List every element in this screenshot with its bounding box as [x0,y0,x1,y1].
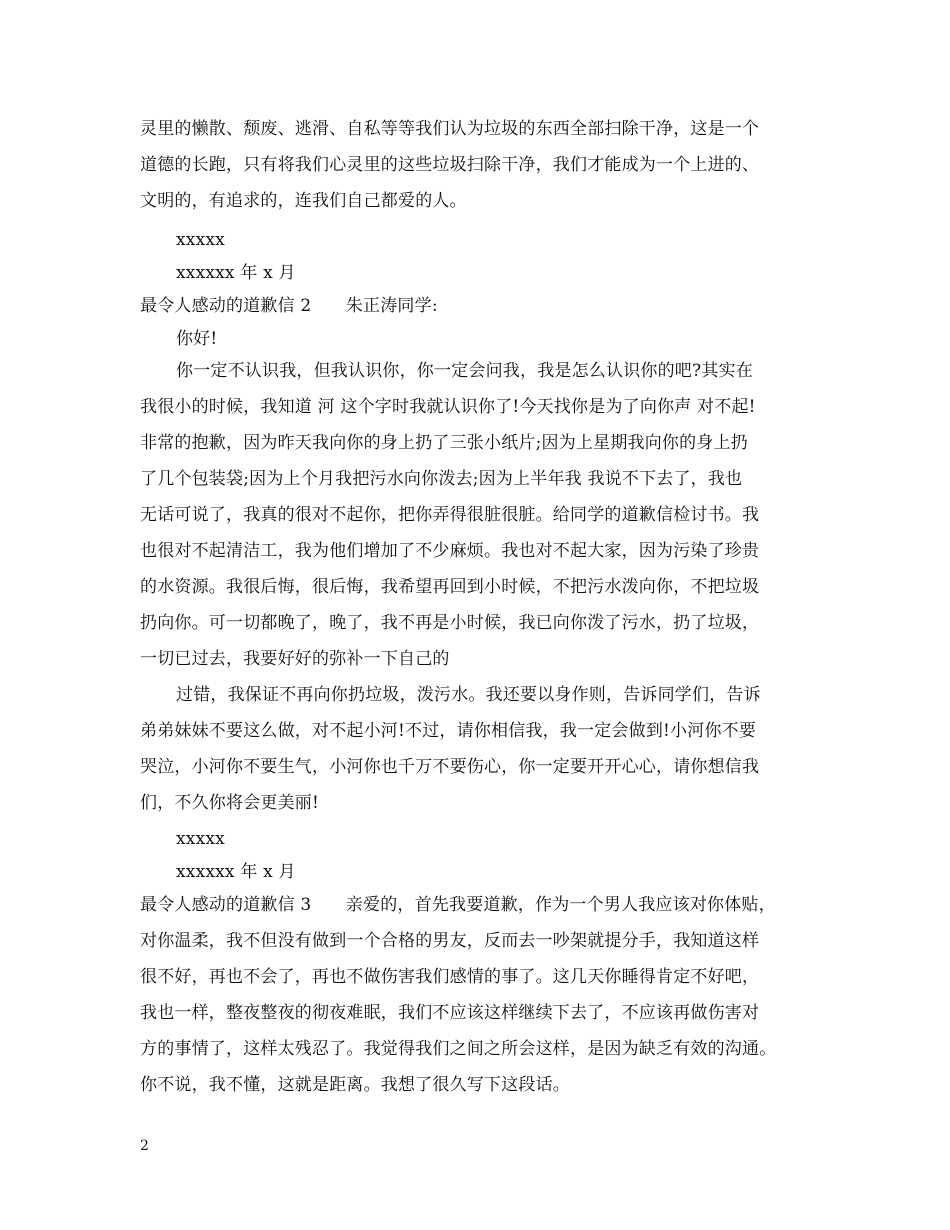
text-line: 也很对不起清洁工，我为他们增加了不少麻烦。我也对不起大家，因为污染了珍贵 [140,541,760,561]
text-line: 哭泣，小河你不要生气，小河你也千万不要伤心，你一定要开开心心，请你想信我 [140,757,760,777]
text-line: 无话可说了，我真的很对不起你，把你弄得很脏很脏。给同学的道歉信检讨书。我 [140,505,760,525]
letter-heading: 最令人感动的道歉信 2 朱正涛同学: [140,296,438,316]
greeting: 你好! [176,329,218,349]
page-number: 2 [140,1138,149,1154]
text-line: 我也一样，整夜整夜的彻夜难眠，我们不应该这样继续下去了，不应该再做伤害对 [140,1003,760,1023]
text-line: 对你温柔，我不但没有做到一个合格的男友，反而去一吵架就提分手，我知道这样 [140,931,760,951]
text-line: 扔向你。可一切都晚了，晚了，我不再是小时候，我已向你泼了污水，扔了垃圾， [140,613,760,633]
signature-name: xxxxx [176,230,225,250]
text-line: 非常的抱歉，因为昨天我向你的身上扔了三张小纸片;因为上星期我向你的身上扔 [140,433,748,453]
text-line: 道德的长跑，只有将我们心灵里的这些垃圾扫除干净，我们才能成为一个上进的、 [140,155,760,175]
text-line: 过错，我保证不再向你扔垃圾，泼污水。我还要以身作则，告诉同学们，告诉 [176,685,761,705]
text-line: 们，不久你将会更美丽! [140,793,320,813]
text-line: 文明的，有追求的，连我们自己都爱的人。 [140,191,467,211]
text-line: 的水资源。我很后悔，很后悔，我希望再回到小时候，不把污水泼向你，不把垃圾 [140,577,760,597]
text-line: 我很小的时候，我知道 河 这个字时我就认识你了!今天找你是为了向你声 对不起! [140,397,756,417]
text-line: 你不说，我不懂，这就是距离。我想了很久写下这段话。 [140,1075,570,1095]
signature-date: xxxxxx 年 x 月 [176,862,296,882]
text-line: 了几个包装袋;因为上个月我把污水向你泼去;因为上半年我 我说不下去了，我也 [140,469,743,489]
letter-heading: 最令人感动的道歉信 3 亲爱的，首先我要道歉，作为一个男人我应该对你体贴， [140,895,776,915]
text-line: 你一定不认识我，但我认识你，你一定会问我，我是怎么认识你的吧?其实在 [176,361,753,381]
text-line: 弟弟妹妹不要这么做，对不起小河!不过，请你相信我，我一定会做到!小河你不要 [140,721,757,741]
text-line: 灵里的懒散、颓废、逃滑、自私等等我们认为垃圾的东西全部扫除干净，这是一个 [140,119,760,139]
signature-name: xxxxx [176,829,225,849]
text-line: 一切已过去，我要好好的弥补一下自己的 [140,649,450,669]
signature-date: xxxxxx 年 x 月 [176,263,296,283]
text-line: 很不好，再也不会了，再也不做伤害我们感情的事了。这几天你睡得肯定不好吧， [140,967,760,987]
text-line: 方的事情了，这样太残忍了。我觉得我们之间之所会这样，是因为缺乏有效的沟通。 [140,1039,777,1059]
